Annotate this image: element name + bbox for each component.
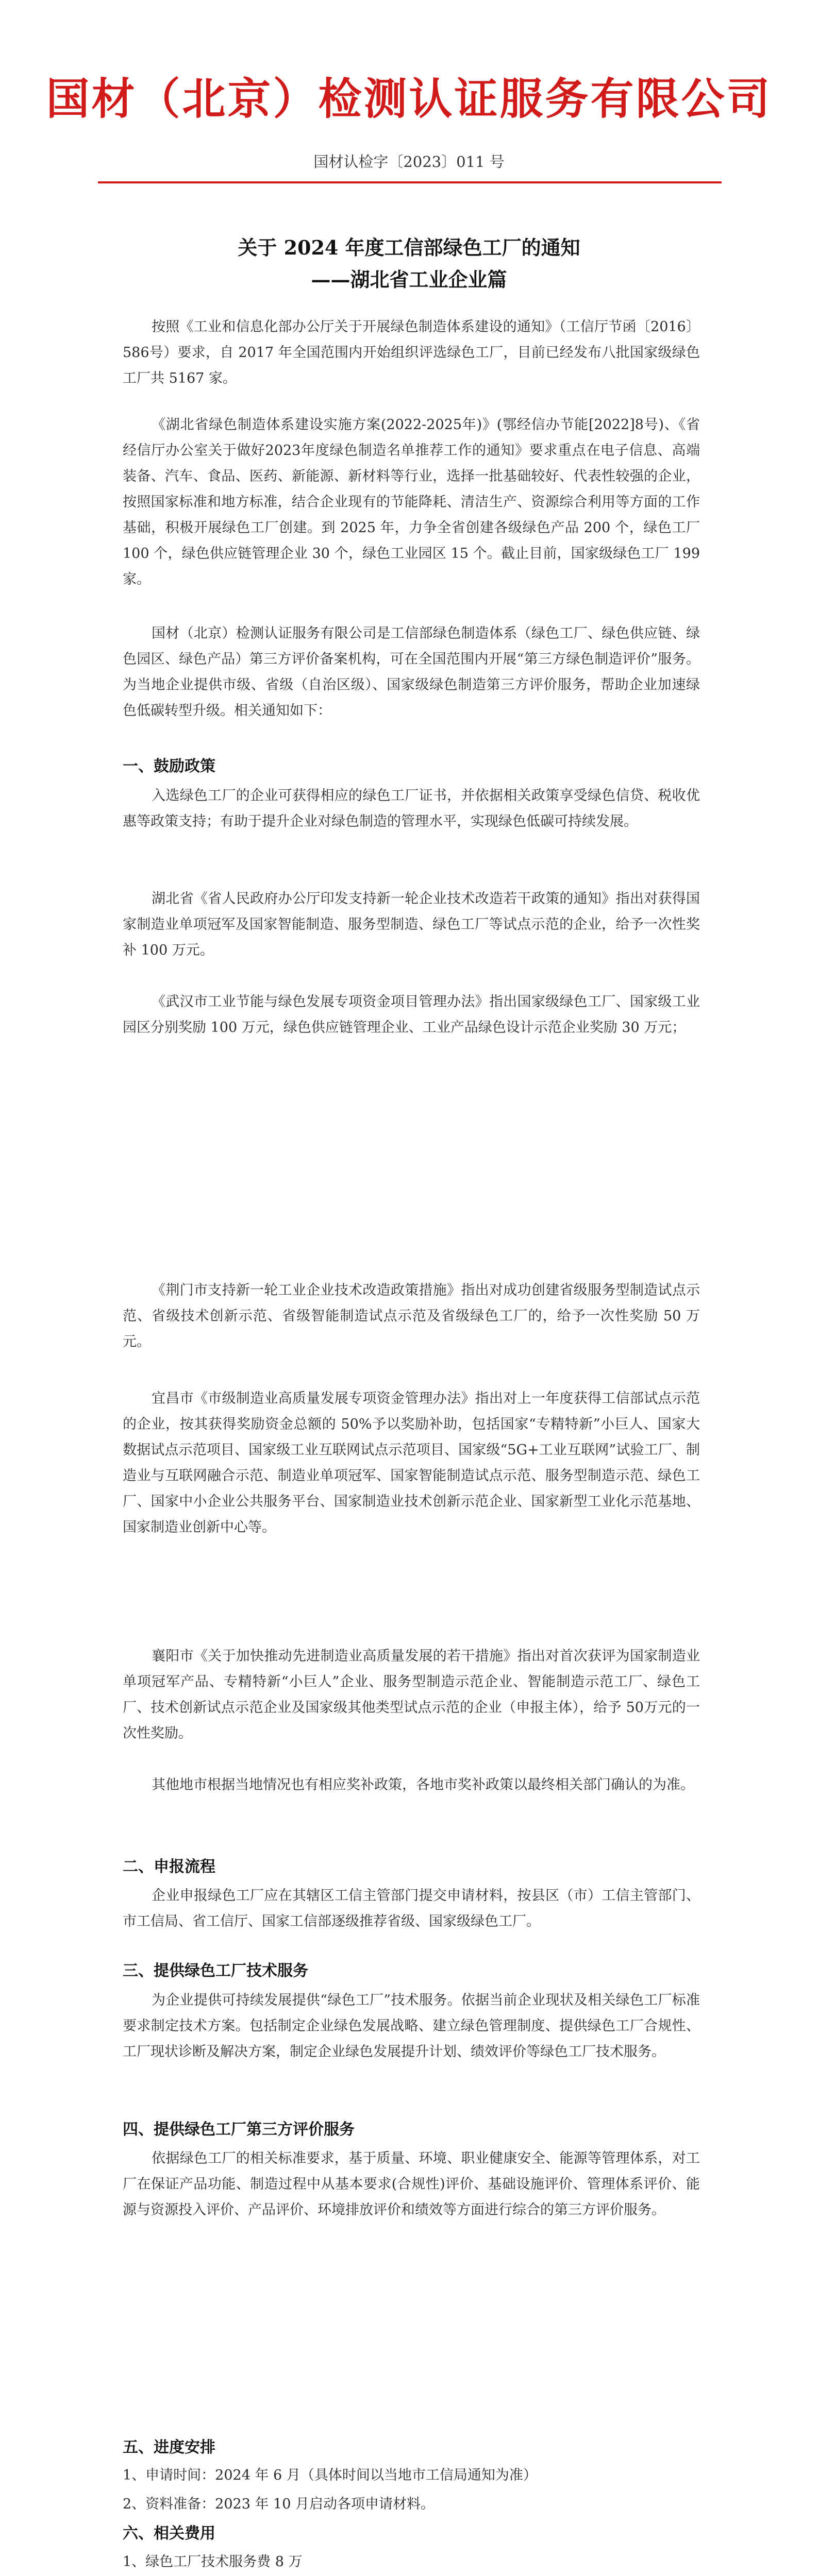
policy-paragraph: 宜昌市《市级制造业高质量发展专项资金管理办法》指出对上一年度获得工信部试点示范的企业，按其获得奖励资金总额的 50%予以奖励补助，包括国家“专精特新”小巨人、国家大数据试点示范项目、国家级工业互联网试点示范项目、国家级“5G+工业互联网”试验工厂、制造业与互联网融合示范、制造业单项冠军、国家智能制造试点示范、服务型制造示范、绿色工厂、国家中小企业公共服务平台、国家制造业技术创新示范企业、国家新型工业化示范基地、国家制造业创新中心等。 xyxy=(123,1391,700,1535)
policy-paragraph: 湖北省《省人民政府办公厅印发支持新一轮企业技术改造若干政策的通知》指出对获得国家制造业单项冠军及国家智能制造、服务型制造、绿色工厂等试点示范的企业，给予一次性奖补 100 万元。 xyxy=(123,891,700,958)
section-heading: 四、提供绿色工厂第三方评价服务 xyxy=(123,2121,355,2139)
evaluation-paragraph: 依据绿色工厂的相关标准要求，基于质量、环境、职业健康安全、能源等管理体系，对工厂在保证产品功能、制造过程中从基本要求(合规性)评价、基础设施评价、管理体系评价、能源与资源投入评价、产品评价、环境排放评价和绩效等方面进行综合的第三方评价服务。 xyxy=(123,2150,700,2218)
intro-paragraph: 按照《工业和信息化部办公厅关于开展绿色制造体系建设的通知》（工信厅节函〔2016〕586号）要求，自 2017 年全国范围内开始组织评选绿色工厂，目前已经发布八批国家级绿色工厂共 5167 家。 xyxy=(123,319,700,386)
schedule-item: 1、申请时间：2024 年 6 月（具体时间以当地市工信局通知为准） xyxy=(123,2467,537,2483)
section-heading: 三、提供绿色工厂技术服务 xyxy=(123,1962,308,1980)
schedule-item: 2、资料准备：2023 年 10 月启动各项申请材料。 xyxy=(123,2496,435,2512)
section-heading: 六、相关费用 xyxy=(123,2524,215,2543)
section-heading: 二、申报流程 xyxy=(123,1858,215,1876)
company-header: 国材（北京）检测认证服务有限公司 xyxy=(46,74,772,124)
notice-subtitle: ——湖北省工业企业篇 xyxy=(311,268,507,291)
document-number: 国材认检字〔2023〕011 号 xyxy=(313,153,505,171)
service-paragraph: 为企业提供可持续发展提供“绿色工厂”技术服务。依据当前企业现状及相关绿色工厂标准要求制定技术方案。包括制定企业绿色发展战略、建立绿色管理制度、提供绿色工厂合规性、工厂现状诊断及解决方案，制定企业绿色发展提升计划、绩效评价等绿色工厂技术服务。 xyxy=(123,1992,700,2060)
policy-paragraph: 其他地市根据当地情况也有相应奖补政策，各地市奖补政策以最终相关部门确认的为准。 xyxy=(152,1777,694,1793)
policy-paragraph: 《荆门市支持新一轮工业企业技术改造政策措施》指出对成功创建省级服务型制造试点示范、省级技术创新示范、省级智能制造试点示范及省级绿色工厂的，给予一次性奖励 50 万元。 xyxy=(123,1282,700,1350)
process-paragraph: 企业申报绿色工厂应在其辖区工信主管部门提交申请材料，按县区（市）工信主管部门、市工信局、省工信厅、国家工信部逐级推荐省级、国家级绿色工厂。 xyxy=(123,1888,700,1929)
fee-item: 1、绿色工厂技术服务费 8 万 xyxy=(123,2554,303,2570)
policy-paragraph: 《武汉市工业节能与绿色发展专项资金项目管理办法》指出国家级绿色工厂、国家级工业园区分别奖励 100 万元，绿色供应链管理企业、工业产品绿色设计示范企业奖励 30 万元； xyxy=(123,994,700,1036)
notice-title: 关于 2024 年度工信部绿色工厂的通知 xyxy=(238,236,580,259)
red-divider xyxy=(98,181,722,183)
section-heading: 一、鼓励政策 xyxy=(123,757,215,775)
policy-paragraph: 襄阳市《关于加快推动先进制造业高质量发展的若干措施》指出对首次获评为国家制造业单项冠军产品、专精特新“小巨人”企业、服务型制造示范企业、智能制造示范工厂、绿色工厂、技术创新试点示范企业及国家级其他类型试点示范的企业（申报主体），给予 50万元的一次性奖励。 xyxy=(123,1648,700,1741)
section-heading: 五、进度安排 xyxy=(123,2438,215,2456)
intro-paragraph: 国材（北京）检测认证服务有限公司是工信部绿色制造体系（绿色工厂、绿色供应链、绿色园区、绿色产品）第三方评价备案机构，可在全国范围内开展“第三方绿色制造评价”服务。为当地企业提供市级、省级（自治区级）、国家级绿色制造第三方评价服务，帮助企业加速绿色低碳转型升级。相关通知如下： xyxy=(123,625,700,719)
intro-paragraph: 《湖北省绿色制造体系建设实施方案(2022-2025年)》(鄂经信办节能[2022]8号)、《省经信厅办公室关于做好2023年度绿色制造名单推荐工作的通知》要求重点在电子信息、高端装备、汽车、食品、医药、新能源、新材料等行业，选择一批基础较好、代表性较强的企业，按照国家标准和地方标准，结合企业现有的节能降耗、清洁生产、资源综合利用等方面的工作基础，积极开展绿色工厂创建。到 2025 年，力争全省创建各级绿色产品 200 个，绿色工厂 100 个，绿色供应链管理企业 30 个，绿色工业园区 15 个。截止目前，国家级绿色工厂 199 家。 xyxy=(123,417,700,587)
policy-paragraph: 入选绿色工厂的企业可获得相应的绿色工厂证书，并依据相关政策享受绿色信贷、税收优惠等政策支持；有助于提升企业对绿色制造的管理水平，实现绿色低碳可持续发展。 xyxy=(123,788,700,829)
